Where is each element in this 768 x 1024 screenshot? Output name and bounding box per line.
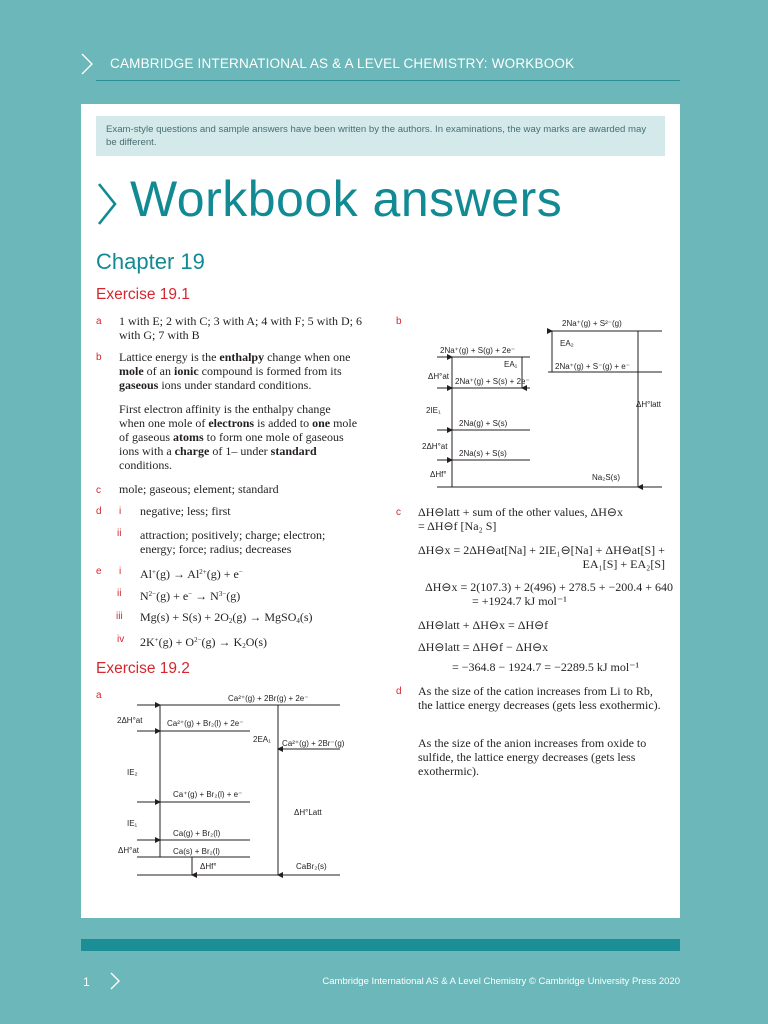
answer-d-ii: attraction; positively; charge; electron; energy; force; radius; decreases: [140, 528, 326, 556]
c-line-6: = +1924.7 kJ mol⁻¹: [472, 594, 567, 608]
equation-e-iv: $2K^+(g) + O^{2-}(g) \to K_2O(s)$: [140, 635, 268, 650]
equation-e-ii: $N^{2-}(g) + e^- \to N^{3-}(g)$: [140, 589, 241, 603]
d-paragraph-2: As the size of the anion increases from oxide to sulfide, the lattice energy decreases (gets less exothermic).: [418, 736, 647, 778]
cabr2-label-latt: ΔH°Latt: [294, 808, 322, 817]
subpart-label-e-i: i: [119, 566, 122, 577]
c-line-4: EA₁[S] + EA₂[S]: [582, 557, 665, 571]
c-line-9: = −364.8 − 1924.7 = −2289.5 kJ mol⁻¹: [452, 660, 640, 674]
answer-c: mole; gaseous; element; standard: [119, 482, 279, 496]
na2s-label-l4: 2Na(g) + S(s): [459, 419, 508, 428]
na2s-label-hat: ΔH°at: [428, 372, 449, 381]
page-number: 1: [83, 975, 90, 989]
part-label-a: a: [96, 316, 102, 327]
na2s-label-hf: ΔHf°: [430, 470, 447, 479]
cabr2-label-l6: CaBr₂(s): [296, 862, 327, 871]
c-line-8: ΔH⊖latt = ΔH⊖f − ΔH⊖x: [418, 640, 549, 654]
footer-bar: [81, 939, 680, 951]
answer-d-i: negative; less; first: [140, 504, 231, 518]
equation-e-i: $Al^+(g) \to Al^{2+}(g) + e^-$: [140, 567, 243, 581]
cabr2-label-ahat2: ΔH°at: [118, 846, 139, 855]
answer-a: 1 with E; 2 with C; 3 with A; 4 with F; 5 with D; 6 with G; 7 with B: [119, 314, 363, 342]
c-line-7: ΔH⊖latt + ΔH⊖x = ΔH⊖f: [418, 618, 549, 632]
part-label-d: d: [96, 506, 102, 517]
cabr2-label-l3: Ca⁺(g) + Br₂(l) + e⁻: [173, 790, 243, 799]
cabr2-label-ie1: IE₁: [127, 819, 138, 828]
c-line-2: = ΔH⊖f [Na₂ S]: [418, 519, 497, 533]
copyright: Cambridge International AS & A Level Chemistry © Cambridge University Press 2020: [322, 976, 680, 987]
d-paragraph-1: As the size of the cation increases from Li to Rb, the lattice energy decreases (gets less exothermic).: [418, 684, 661, 712]
cabr2-label-l2: Ca²⁺(g) + 2Br⁻(g): [282, 739, 345, 748]
subpart-label-d-i: i: [119, 506, 122, 517]
part-label-e: e: [96, 566, 102, 577]
na2s-label-hat2: 2ΔH°at: [422, 442, 448, 451]
answer-b-electron-affinity: First electron affinity is the enthalpy change when one mole of electrons is added to one mole of gaseous atoms to form one mole of gaseous ions with a charge of 1– under standard conditions.: [119, 402, 358, 472]
part-label-c-right: c: [396, 507, 401, 518]
na2s-label-ie: 2IE₁: [426, 406, 441, 415]
cabr2-label-top: Ca²⁺(g) + 2Br(g) + 2e⁻: [228, 694, 309, 703]
part-label-c: c: [96, 485, 101, 496]
cabr2-label-ahat1: 2ΔH°at: [117, 716, 143, 725]
cabr2-label-ea: 2EA₁: [253, 735, 271, 744]
next-page-chevron-icon[interactable]: [109, 971, 121, 991]
exercise-heading-19-1: Exercise 19.1: [96, 286, 190, 303]
cabr2-label-l4: Ca(g) + Br₂(l): [173, 829, 221, 838]
c-line-5: ΔH⊖x = 2(107.3) + 2(496) + 278.5 + −200.4 + 640: [425, 580, 674, 594]
subpart-label-e-ii: ii: [117, 588, 122, 599]
part-label-d-right: d: [396, 686, 402, 697]
na2s-label-l1: 2Na⁺(g) + S(g) + 2e⁻: [440, 346, 516, 355]
chapter-heading: Chapter 19: [96, 249, 205, 274]
part-label-b: b: [96, 352, 102, 363]
cabr2-label-l1: Ca²⁺(g) + Br₂(l) + 2e⁻: [167, 719, 244, 728]
na2s-label-ea1: EA₁: [504, 360, 518, 369]
cabr2-label-hf: ΔHf°: [200, 862, 217, 871]
header-title: CAMBRIDGE INTERNATIONAL AS & A LEVEL CHEMISTRY: WORKBOOK: [110, 56, 575, 71]
na2s-label-l3: 2Na⁺(g) + S(s) + 2e⁻: [455, 377, 530, 386]
na2s-label-top: 2Na⁺(g) + S²⁻(g): [562, 319, 622, 328]
c-line-3: ΔH⊖x = 2ΔH⊖at[Na] + 2IE₁⊖[Na] + ΔH⊖at[S] +: [418, 543, 665, 557]
na2s-label-l6: Na₂S(s): [592, 473, 620, 482]
na2s-label-ea2: EA₂: [560, 339, 574, 348]
notice-box: Exam-style questions and sample answers have been written by the authors. In examinations, the way marks are awarded may be different.: [96, 116, 665, 156]
exercise-heading-19-2: Exercise 19.2: [96, 660, 190, 677]
subpart-label-e-iii: iii: [116, 611, 123, 622]
subpart-label-d-ii: ii: [117, 528, 122, 539]
part-label-b-right: b: [396, 316, 402, 327]
part-label-2a: a: [96, 690, 102, 701]
na2s-label-latt: ΔH°latt: [636, 400, 661, 409]
c-line-1: ΔH⊖latt + sum of the other values, ΔH⊖x: [418, 505, 623, 519]
page-title: Workbook answers: [130, 171, 563, 227]
na2s-label-l5: 2Na(s) + S(s): [459, 449, 507, 458]
na2s-label-l2: 2Na⁺(g) + S⁻(g) + e⁻: [555, 362, 630, 371]
cabr2-label-ie2: IE₂: [127, 768, 138, 777]
subpart-label-e-iv: iv: [117, 634, 125, 645]
cabr2-label-l5: Ca(s) + Br₂(l): [173, 847, 220, 856]
answer-b-lattice: Lattice energy is the enthalpy change when one mole of an ionic compound is formed from its gaseous ions under standard conditions.: [119, 350, 351, 392]
equation-e-iii: $Mg(s) + S(s) + 2O_2(g)$ → MgSO$_4$(s): [140, 610, 313, 625]
